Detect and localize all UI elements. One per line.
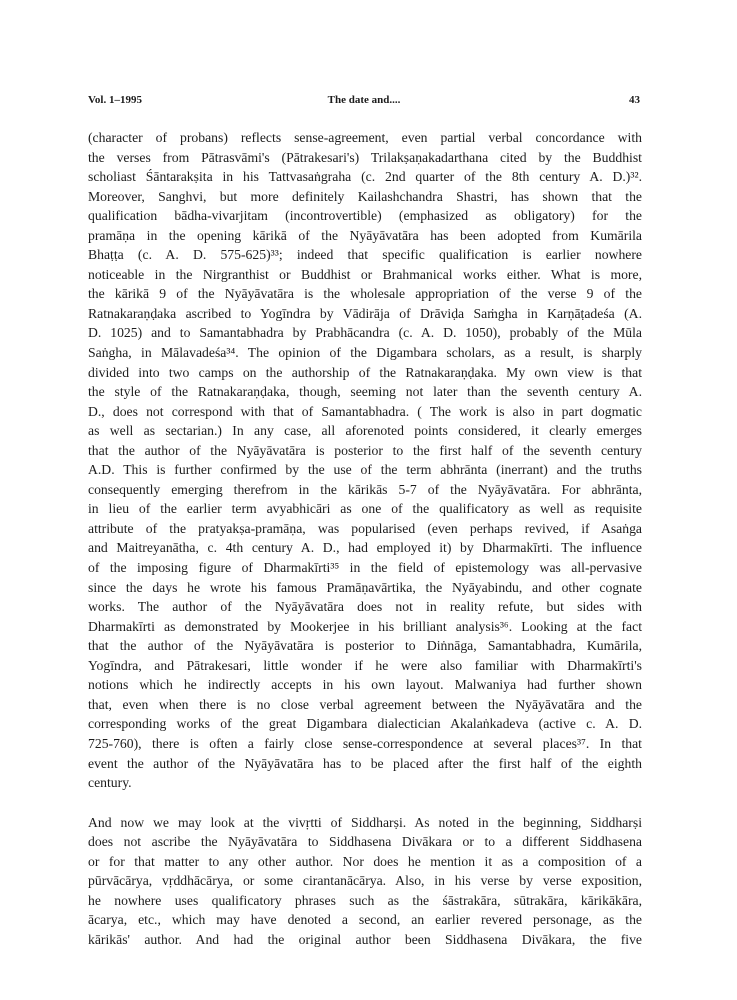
text-line: of the imposing figure of Dharmakīrti³⁵ in the field of epistemology was all-pervasive <box>88 560 642 576</box>
text-line: A.D. This is further confirmed by the use of the term abhrānta (inerrant) and the truths <box>88 462 642 478</box>
text-line: pramāṇa in the opening kārikā of the Nyāyāvatāra has been adopted from Kumārila <box>88 227 642 243</box>
text-line: notions which he indirectly accepts in his own layout. Malwaniya had further shown <box>88 677 642 693</box>
text-line: noticeable in the Nirgranthist or Buddhist or Brahmanical works either. What is more, <box>88 266 642 282</box>
text-line: qualification bādha-vivarjitam (incontrovertible) (emphasized as obligatory) for the <box>88 208 642 224</box>
text-line: Moreover, Sanghvi, but more definitely Kailashchandra Shastri, has shown that the <box>88 188 642 204</box>
text-line: that, even when there is no close verbal agreement between the Nyāyāvatāra and the <box>88 696 642 712</box>
text-line: or for that matter to any other author. Nor does he mention it as a composition of a <box>88 853 642 869</box>
text-line: Saṅgha, in Mālavadeśa³⁴. The opinion of the Digambara scholars, as a result, is sharply <box>88 345 642 361</box>
running-title: The date and.... <box>327 94 401 106</box>
text-line: event the author of the Nyāyāvatāra has to be placed after the first half of the eighth <box>88 755 642 771</box>
text-line: the style of the Ratnakaraṇḍaka, though, seeming not later than the seventh century A. <box>88 384 642 400</box>
text-line: century. <box>88 775 132 791</box>
text-line: works. The author of the Nyāyāvatāra does not in reality refute, but sides with <box>88 599 642 615</box>
text-line: divided into two camps on the authorship of the Ratnakaraṇḍaka. My own view is that <box>88 364 642 380</box>
text-line: that the author of the Nyāyāvatāra is posterior to the first half of the seventh century <box>88 442 642 458</box>
text-line: does not ascribe the Nyāyāvatāra to Siddhasena Divākara or to a different Siddhasena <box>88 834 642 850</box>
text-line: scholiast Śāntarakṣita in his Tattvasaṅgraha (c. 2nd quarter of the 8th century A. D.)³². <box>88 169 642 185</box>
text-line: that the author of the Nyāyāvatāra is posterior to Diṅnāga, Samantabhadra, Kumārila, <box>88 638 642 654</box>
running-header <box>88 94 640 110</box>
text-line: D. 1025) and to Samantabhadra by Prabhācandra (c. A. D. 1050), probably of the Mūla <box>88 325 642 341</box>
paragraph <box>88 813 642 950</box>
text-line: kārikās' author. And had the original author been Siddhasena Divākara, the five <box>88 931 642 947</box>
text-line: consequently emerging therefrom in the kārikās 5-7 of the Nyāyāvatāra. For abhrānta, <box>88 481 642 497</box>
page-number: 43 <box>629 94 640 106</box>
text-line: And now we may look at the vivṛtti of Siddharṣi. As noted in the beginning, Siddharṣi <box>88 814 642 830</box>
text-line: (character of probans) reflects sense-agreement, even partial verbal concordance with <box>88 130 642 145</box>
text-line: since the days he wrote his famous Pramāṇavārtika, the Nyāyabindu, and other cognate <box>88 579 642 595</box>
text-line: in lieu of the earlier term avyabhicāri as one of the qualificatory as well as requisite <box>88 501 642 517</box>
text-line: attribute of the pratyakṣa-pramāṇa, was popularised (even perhaps revived, if Asaṅga <box>88 520 642 536</box>
paragraph <box>88 128 642 793</box>
text-line: Dharmakīrti as demonstrated by Mookerjee in his brilliant analysis³⁶. Looking at the fact <box>88 618 642 634</box>
text-line: the kārikā 9 of the Nyāyāvatāra is the wholesale appropriation of the verse 9 of the <box>88 286 642 302</box>
text-line: as well as sectarian.) In any case, all aforenoted points considered, it clearly emerges <box>88 423 642 439</box>
text-line: corresponding works of the great Digambara dialectician Akalaṅkadeva (active c. A. D. <box>88 716 642 732</box>
text-line: ācarya, etc., which may have denoted a second, an earlier revered personage, as the <box>88 912 642 928</box>
text-line: Ratnakaraṇḍaka ascribed to Yogīndra by Vādirāja of Drāviḍa Saṁgha in Karṇāṭadeśa (A. <box>88 305 642 321</box>
volume-label: Vol. 1–1995 <box>88 94 142 106</box>
text-line: Bhaṭṭa (c. A. D. 575-625)³³; indeed that specific qualification is earlier nowhere <box>88 247 642 263</box>
text-line: he nowhere uses qualificatory phrases such as the śāstrakāra, sūtrakāra, kārikākāra, <box>88 892 642 908</box>
text-line: pūrvācārya, vṛddhācārya, or some cirantanācārya. Also, in his verse by verse exposition, <box>88 873 642 889</box>
text-line: and Maitreyanātha, c. 4th century A. D., had employed it) by Dharmakīrti. The influence <box>88 540 642 556</box>
text-line: Yogīndra, and Pātrakesari, little wonder if he were also familiar with Dharmakīrti's <box>88 657 642 673</box>
body-text <box>88 128 642 949</box>
text-line: D., does not correspond with that of Samantabhadra. ( The work is also in part dogmatic <box>88 403 642 419</box>
text-line: the verses from Pātrasvāmi's (Pātrakesari's) Trilakṣaṇakadarthana cited by the Buddhist <box>88 149 642 165</box>
text-line: 725-760), there is often a fairly close sense-correspondence at several places³⁷. In that <box>88 735 642 751</box>
